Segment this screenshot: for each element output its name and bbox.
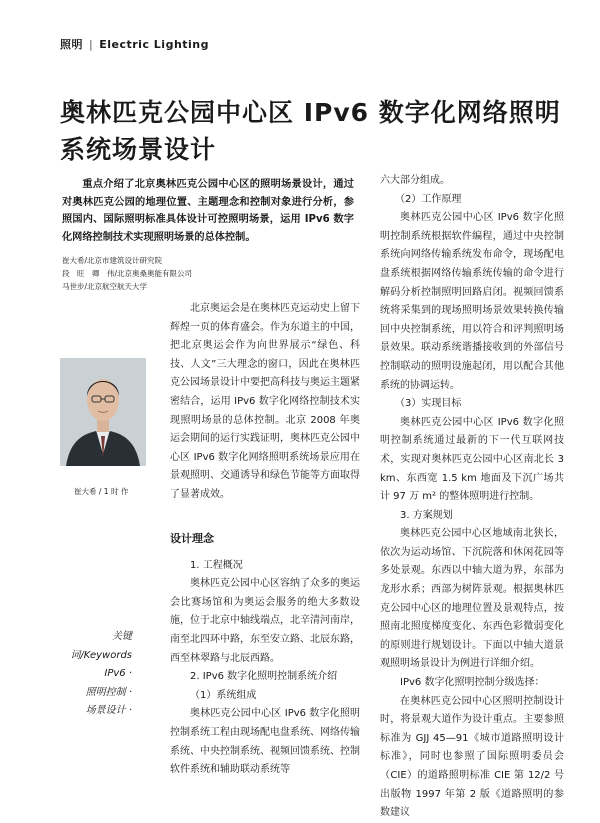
working-principle-text: 奥林匹克公园中心区 IPv6 数字化照明控制系统根据软件编程，通过中央控制系统向网络传输系统发布命令，现场配电盘系统根据网络传输系统传输的命令进行解码分析控制照明回路启闭。视频回馈系统将采集到的现场照明场景效果转换传输回中央控制系统，用以符合和评判照明场景效果。联动系统谐播接收到的外部信号控制联动的照明设施起闭，用以配合其他系统的协调运转。: [380, 212, 564, 391]
right-column: [380, 172, 564, 823]
intro-text: 北京奥运会是在奥林匹克运动史上留下辉煌一页的体育盛会。作为东道主的中国，把北京奥运会作为向世界展示“绿色、科技、人文”三大理念的窗口，因此在奥林匹克公园场景设计中要把高科技与奥运主题紧密结合，运用 IPv6 数字化网络控制技术实现照明场景的总体控制。北京 2008 年奥运会期间的运行实践证明，奥林匹克公园中心区 IPv6 数字化网络照明系统场景应用在景观照明、交通诱导和绿色节能等方面取得了显著成效。: [170, 303, 360, 500]
article-title: [60, 94, 580, 168]
heading-goals: （3）实现目标: [395, 398, 462, 410]
intro-paragraph: [170, 300, 360, 505]
heading-working-principle: （2）工作原理: [395, 193, 462, 205]
scheme-planning-text: 奥林匹克公园中心区地域南北狭长，依次为运动场馆、下沉院落和休闲花园等多处景观。东西以中轴大道为界，东部为龙形水系；西部为树阵景观。根据奥林匹克公园中心区的地理位置及景观特点，按照南北照度梯度变化、东西色彩微弱变化的原则进行规划设计。下面以中轴大道景观照明场景设计为例进行详细介绍。: [380, 528, 564, 670]
heading-ipv6-system: 2. IPv6 数字化照明控制系统介绍: [190, 671, 338, 683]
design-section: [170, 530, 360, 780]
author-line-3: 马世步/北京航空航天大学: [62, 282, 148, 291]
running-head-english: Electric Lighting: [99, 38, 210, 51]
system-composition-text: 奥林匹克公园中心区 IPv6 数字化照明控制系统工程由现场配电盘系统、网络传输系统、中央控制系统、视频回馈系统、控制软件系统和辅助联动系统等: [170, 708, 360, 776]
keywords: [60, 628, 132, 721]
heading-scheme-planning: 3. 方案规划: [400, 509, 453, 521]
heading-system-composition: （1）系统组成: [190, 689, 257, 701]
goals-text: 奥林匹克公园中心区 IPv6 数字化照明控制系统通过最新的下一代互联网技术，实现对奥林匹克公园中心区南北长 3 km、东西宽 1.5 km 地面及下沉广场共计 97 万 m² 的整体照明进行控制。: [380, 416, 564, 503]
heading-ipv6-levels: IPv6 数字化照明控制分级选择：: [400, 677, 545, 689]
photo-caption: 崔大希 / 1 时 作: [74, 487, 129, 496]
author-line-2: 段 旺 卿 伟/北京奥桑奥能有限公司: [62, 269, 193, 278]
running-head-separator: |: [89, 38, 94, 51]
author-line-1: 崔大希/北京市建筑设计研究院: [62, 256, 163, 265]
running-head: [60, 36, 209, 52]
title-line-1: 奥林匹克公园中心区 IPv6 数字化网络照明: [60, 98, 561, 127]
keyword-2: 照明控制 ·: [85, 686, 132, 698]
portrait-image: [60, 358, 146, 466]
keywords-label: 关键词/Keywords: [70, 631, 132, 661]
composition-continued: 六大部分组成。: [380, 175, 450, 186]
keyword-3: 场景设计 ·: [85, 705, 132, 717]
project-overview-text: 奥林匹克公园中心区容纳了众多的奥运会比赛场馆和为奥运会服务的绝大多数设施，位于北京中轴线端点，北辛清河南岸，南至北四环中路，东至安立路、北辰东路，西至林翠路与北辰西路。: [170, 578, 360, 664]
heading-project-overview: 1. 工程概况: [190, 559, 243, 571]
title-line-2: 系统场景设计: [60, 135, 217, 164]
abstract: 重点介绍了北京奥林匹克公园中心区的照明场景设计，通过对奥林匹克公园的地理位置、主题理念和控制对象进行分析，参照国内、国际照明标准具体设计可控照明场景，运用 IPv6 数字化网络控制技术实现照明场景的总体控制。: [62, 179, 354, 243]
running-head-section: 照明: [60, 38, 83, 51]
ipv6-levels-text: 在奥林匹克公园中心区照明控制设计时，将景观大道作为设计重点。主要参照标准为 GJJ 45—91《城市道路照明设计标准》，同时也参照了国际照明委员会（CIE）的道路照明标准 CIE 第 12/2 号出版物 1997 年第 2 版《道路照明的参数建议: [380, 695, 564, 819]
section-heading-design: 设计理念: [170, 532, 214, 545]
author-photo: [60, 358, 146, 466]
keyword-1: IPv6 ·: [104, 668, 132, 680]
